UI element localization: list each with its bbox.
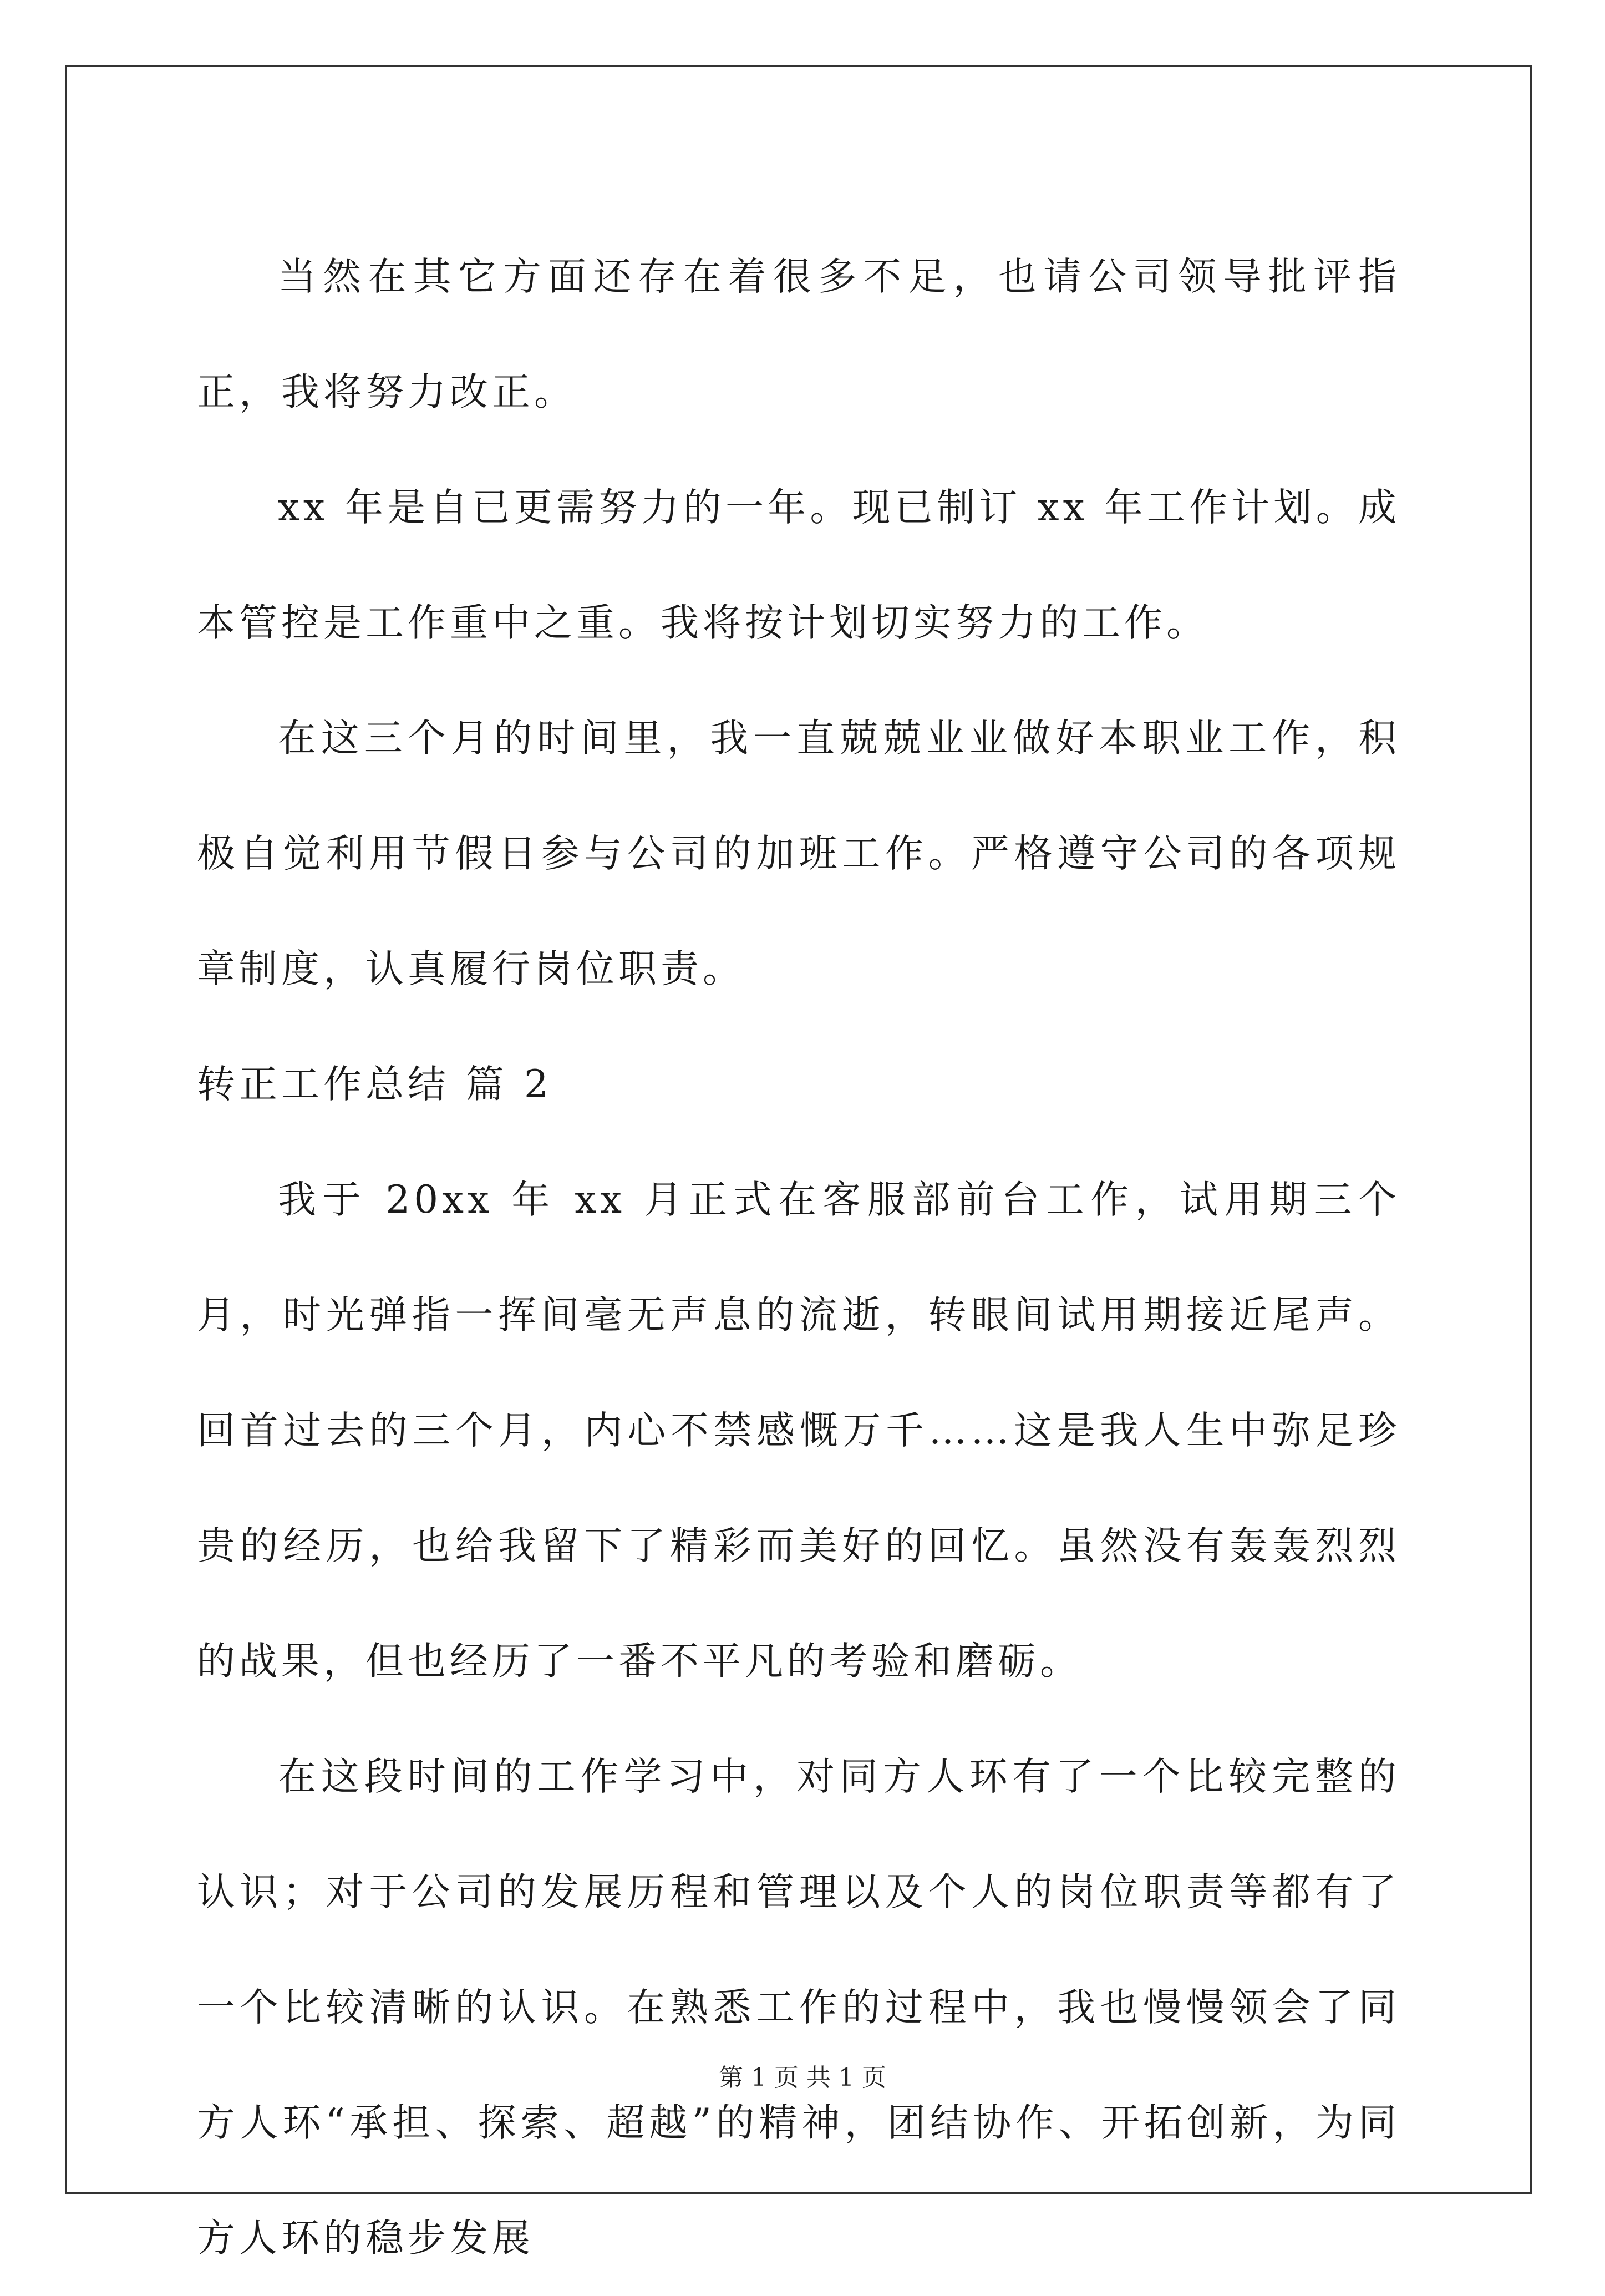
paragraph-improvement: 当然在其它方面还存在着很多不足，也请公司领导批评指正，我将努力改正。 [197, 255, 1400, 414]
document-body [197, 219, 1400, 2296]
section-heading: 转正工作总结 篇 2 [197, 1062, 552, 1107]
paragraph-work-plan: xx 年是自已更需努力的一年。现已制订 xx 年工作计划。成本管控是工作重中之重。我将按计划切实努力的工作。 [197, 485, 1400, 645]
paragraph-three-months: 在这三个月的时间里，我一直兢兢业业做好本职业工作，积极自觉利用节假日参与公司的加班工作。严格遵守公司的各项规章制度，认真履行岗位职责。 [197, 716, 1400, 991]
paragraph-probation: 我于 20xx 年 xx 月正式在客服部前台工作，试用期三个月，时光弹指一挥间毫无声息的流逝，转眼间试用期接近尾声。回首过去的三个月，内心不禁感慨万千……这是我人生中弥足珍贵的经历，也给我留下了精彩而美好的回忆。虽然没有轰轰烈烈的战果，但也经历了一番不平凡的考验和磨砺。 [197, 1178, 1400, 1684]
paragraph-company-understanding: 在这段时间的工作学习中，对同方人环有了一个比较完整的认识；对于公司的发展历程和管理以及个人的岗位职责等都有了一个比较清晰的认识。在熟悉工作的过程中，我也慢慢领会了同方人环“承担、探索、超越”的精神，团结协作、开拓创新，为同方人环的稳步发展 [197, 1755, 1400, 2260]
page-footer: 第 1 页 共 1 页 [719, 2064, 886, 2092]
